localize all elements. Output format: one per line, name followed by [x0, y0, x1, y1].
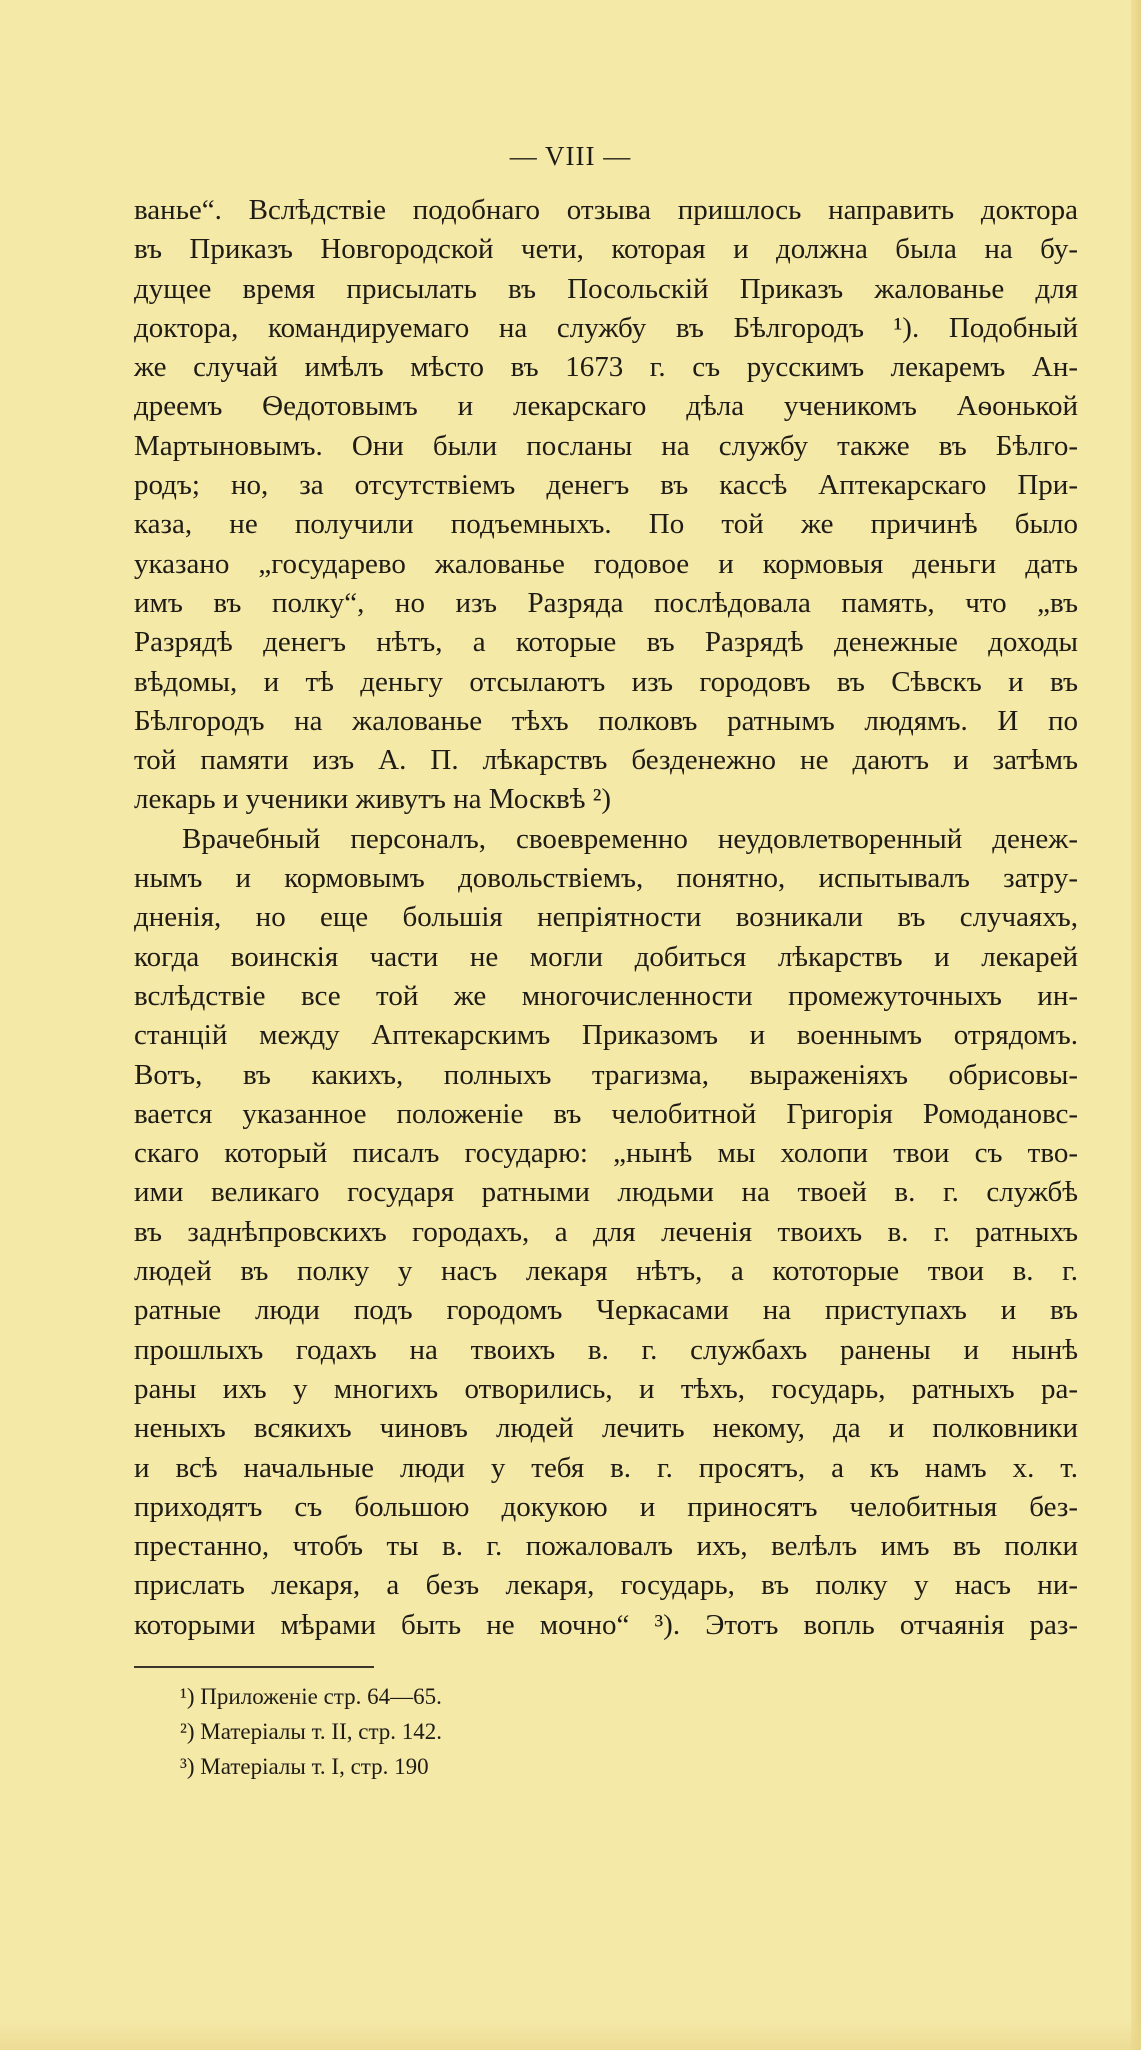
text-line: престанно, чтобъ ты в. г. пожаловалъ ихъ, велѣлъ имъ въ полки	[134, 1530, 1078, 1563]
text-line: неныхъ всякихъ чиновъ людей лечить некому, да и полковники	[134, 1412, 1078, 1445]
page-number: — VIII —	[509, 141, 632, 171]
footnote-divider	[134, 1666, 374, 1668]
text-line: Врачебный персоналъ, своевременно неудовлетворенный денеж-	[182, 822, 1078, 855]
text-line: лекарь и ученики живутъ на Москвѣ ²)	[134, 783, 612, 816]
text-line: вается указанное положеніе въ челобитной Григорія Ромодановс-	[134, 1097, 1078, 1130]
text-line: прислать лекаря, а безъ лекаря, государь, въ полку у насъ ни-	[134, 1569, 1078, 1602]
text-line: дреемъ Ѳедотовымъ и лекарскаго дѣла ученикомъ Аѳонькой	[134, 390, 1078, 423]
footnote-2: ²) Матеріалы т. II, стр. 142.	[180, 1719, 443, 1744]
text-line: ими великаго государя ратными людьми на твоей в. г. службѣ	[134, 1176, 1078, 1209]
text-line: людей въ полку у насъ лекаря нѣтъ, а кототорые твои в. г.	[134, 1255, 1078, 1288]
text-line: скаго который писалъ государю: „нынѣ мы холопи твои съ тво-	[134, 1137, 1078, 1170]
text-line: въ заднѣпровскихъ городахъ, а для леченія твоихъ в. г. ратныхъ	[134, 1215, 1078, 1248]
text-line: прошлыхъ годахъ на твоихъ в. г. службахъ ранены и нынѣ	[134, 1333, 1078, 1366]
footnotes	[180, 1679, 880, 1784]
text-line: доктора, командируемаго на службу въ Бѣлгородъ ¹). Подобный	[134, 311, 1078, 344]
text-line: раны ихъ у многихъ отворились, и тѣхъ, государь, ратныхъ ра-	[134, 1372, 1078, 1405]
text-line: ратные люди подъ городомъ Черкасами на приступахъ и въ	[134, 1294, 1078, 1327]
text-line: же случай имѣлъ мѣсто въ 1673 г. съ русскимъ лекаремъ Ан-	[134, 351, 1078, 384]
footnote-3: ³) Матеріалы т. I, стр. 190	[180, 1754, 429, 1779]
text-line: дущее время присылать въ Посольскій Приказъ жалованье для	[134, 272, 1078, 305]
body-text	[134, 191, 1078, 1645]
page-edge-shadow	[1131, 0, 1141, 2050]
text-line: имъ въ полку“, но изъ Разряда послѣдовала память, что „въ	[134, 586, 1078, 619]
text-line: станцій между Аптекарскимъ Приказомъ и военнымъ отрядомъ.	[134, 1019, 1078, 1052]
text-line: вѣдомы, и тѣ деньгу отсылаютъ изъ городовъ въ Сѣвскъ и въ	[134, 665, 1078, 698]
page-bottom-shadow	[0, 2020, 1141, 2050]
text-line: въ Приказъ Новгородской чети, которая и должна была на бу-	[134, 233, 1078, 266]
text-line: дненія, но еще большія непріятности возникали въ случаяхъ,	[134, 901, 1078, 934]
text-line: родъ; но, за отсутствіемъ денегъ въ кассѣ Аптекарскаго При-	[134, 469, 1078, 502]
text-line: когда воинскія части не могли добиться лѣкарствъ и лекарей	[134, 940, 1078, 973]
text-line: приходятъ съ большою докукою и приносятъ челобитныя без-	[134, 1490, 1078, 1523]
text-line: Мартыновымъ. Они были посланы на службу также въ Бѣлго-	[134, 429, 1078, 462]
text-line: указано „государево жалованье годовое и кормовыя деньги дать	[134, 547, 1078, 580]
footnote-1: ¹) Приложеніе стр. 64—65.	[180, 1684, 442, 1709]
text-line: Разрядѣ денегъ нѣтъ, а которые въ Разрядѣ денежные доходы	[134, 626, 1078, 659]
text-line: которыми мѣрами быть не мочно“ ³). Этотъ вопль отчаянія раз-	[134, 1608, 1078, 1641]
text-line: той памяти изъ А. П. лѣкарствъ безденежно не даютъ и затѣмъ	[134, 744, 1078, 777]
text-line: каза, не получили подъемныхъ. По той же причинѣ было	[134, 508, 1078, 541]
text-line: Вотъ, въ какихъ, полныхъ трагизма, выраженіяхъ обрисовы-	[134, 1058, 1078, 1091]
text-line: нымъ и кормовымъ довольствіемъ, понятно, испытывалъ затру-	[134, 862, 1078, 895]
text-line: и всѣ начальные люди у тебя в. г. просятъ, а къ намъ х. т.	[134, 1451, 1078, 1484]
text-line: вслѣдствіе все той же многочисленности промежуточныхъ ин-	[134, 979, 1078, 1012]
text-line: Бѣлгородъ на жалованье тѣхъ полковъ ратнымъ людямъ. И по	[134, 704, 1078, 737]
text-line: ванье“. Вслѣдствіе подобнаго отзыва пришлось направить доктора	[134, 194, 1078, 226]
